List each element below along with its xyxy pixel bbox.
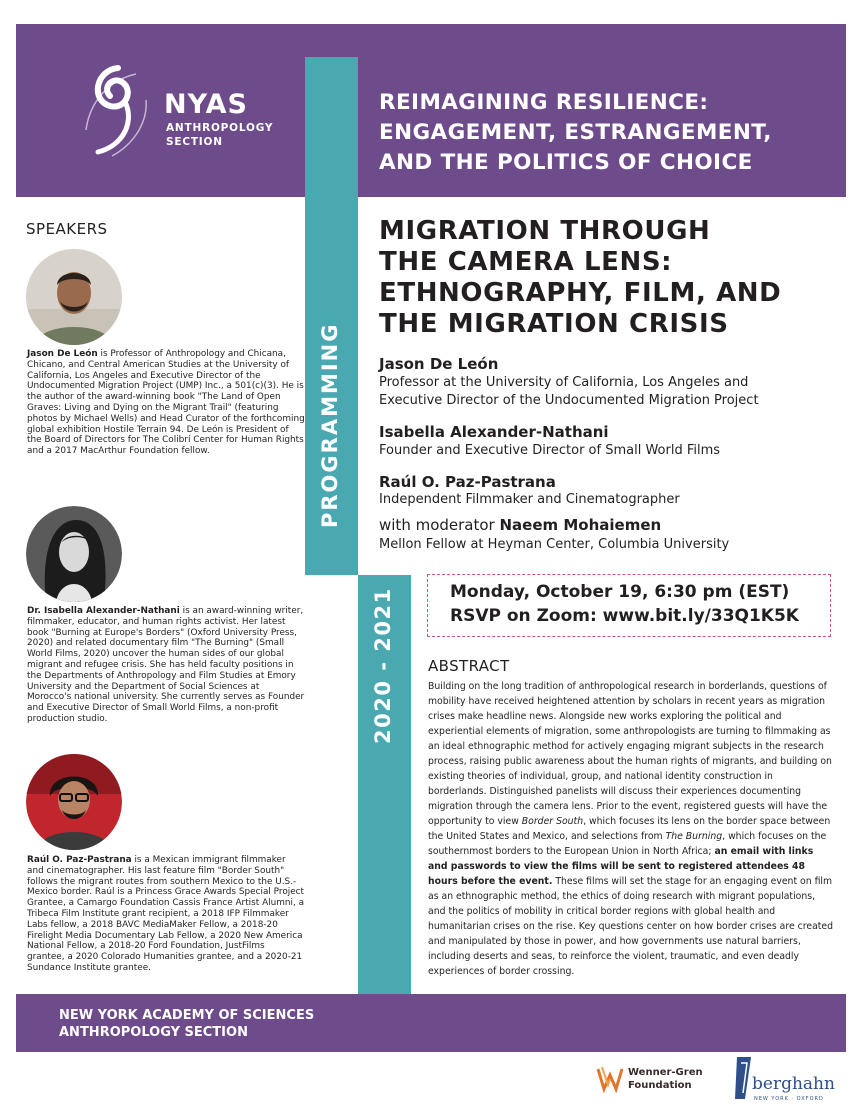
- series-theme-line-1: REIMAGINING RESILIENCE:: [379, 90, 709, 115]
- abstract-text: Building on the long tradition of anthropological research in borderlands, questions of mobility have received heightened attention by scholars in recent years as migration crises make headline news. Alongside new works exploring the political and experiential elements of migration, some anthropologists are turning to filmmaking as an ideal ethnographic method for actively engaging migrant subjects in the research process, raising public awareness about the human rights of migrants, and building on existing theories of individual, group, and national identity construction in borderlands. Distinguished panelists will discuss their experiences documenting migration through the camera lens. Prior to the event, registered guests will have the opportunity to view: [428, 681, 832, 827]
- moderator-prefix: with moderator: [379, 516, 500, 534]
- panelist-role: Founder and Executive Director of Small World Films: [379, 443, 721, 458]
- wenner-gren-name: Wenner-Gren: [628, 1067, 703, 1078]
- wenner-gren-logo-icon: [596, 1063, 624, 1093]
- speaker-photo-raul-paz-pastrana: [26, 754, 122, 850]
- speaker-photo-isabella-alexander-nathani: [26, 506, 122, 602]
- event-title-line-1: MIGRATION THROUGH: [379, 216, 711, 246]
- speaker-bio-name: Raúl O. Paz-Pastrana: [27, 855, 132, 865]
- logo-subtitle-line-2: SECTION: [166, 136, 223, 148]
- berghahn-tagline: NEW YORK · OXFORD: [754, 1096, 824, 1102]
- speaker-bio-raul-paz-pastrana: [27, 855, 305, 974]
- series-theme-line-3: AND THE POLITICS OF CHOICE: [379, 150, 753, 175]
- series-theme-line-2: ENGAGEMENT, ESTRANGEMENT,: [379, 120, 772, 145]
- event-title-line-4: THE MIGRATION CRISIS: [379, 309, 729, 339]
- speaker-bio-text: is Professor of Anthropology and Chicana, Chicano, and Central American Studies at the University of California, Los Angeles and Executive Director of the Undocumented Migration Project (UMP) Inc., a 501(c)(3). He is the author of the award-winning book "The Land of Open Graves: Living and Dying on the Migrant Trail" (featuring photos by Michael Wells) and Head Curator of the forthcoming global exhibition Hostile Terrain 94. De León is President of the Board of Directors for The Colibrí Center for Human Rights and a 2017 MacArthur Foundation fellow.: [27, 349, 305, 457]
- abstract-body: [428, 679, 834, 979]
- speaker-photo-jason-de-leon: [26, 249, 122, 345]
- footer-organization-line-2: ANTHROPOLOGY SECTION: [59, 1025, 248, 1040]
- panelist-role: Executive Director of the Undocumented Migration Project: [379, 393, 759, 408]
- event-title-line-3: ETHNOGRAPHY, FILM, AND: [379, 278, 782, 308]
- abstract-text: , which focuses on the southernmost borders to the European Union in North Africa;: [428, 831, 827, 857]
- programming-label: PROGRAMMING: [318, 322, 342, 528]
- speaker-bio-text: is a Mexican immigrant filmmaker and cinematographer. His last feature film "Border South" follows the migrant routes from southern Mexico to the U.S.-Mexico border. Raúl is a Princess Grace Awards Special Project Grantee, a Camargo Foundation Cassis France Artist Alumni, a Tribeca Film Institute grant recipient, a 2018 IFP Filmmaker Labs fellow, a 2018 BAVC MediaMaker Fellow, a 2018-20 Firelight Media Documentary Lab Fellow, a 2020 New America National Fellow, a 2018-20 Ford Foundation, JustFilms grantee, a 2020 Colorado Humanities grantee, and a 2020-21 Sundance Institute grantee.: [27, 855, 305, 973]
- abstract-access-note: an email with links and passwords to view the films will be sent to registered attendees 48 hours before the event.: [428, 846, 814, 887]
- nyas-logo-icon: [76, 60, 156, 160]
- speaker-bio-jason-de-leon: [27, 349, 305, 457]
- abstract-text: These films will set the stage for an engaging event on film as an ethnographic method, the ethics of doing research with migrant populations, and the politics of mobility in critical border regions with global health and humanitarian crises on the rise. Key questions center on how border crises are created and manipulated by those in power, and how governments use natural barriers, including deserts and seas, to reinforce the violent, traumatic, and even deadly experiences of border crossing.: [428, 876, 834, 977]
- speakers-heading: SPEAKERS: [26, 220, 108, 238]
- panelist-name: Raúl O. Paz-Pastrana: [379, 473, 556, 491]
- film-title-border-south: Border South: [521, 816, 584, 827]
- logo-subtitle-line-1: ANTHROPOLOGY: [166, 122, 274, 134]
- abstract-heading: ABSTRACT: [428, 657, 510, 675]
- panelist-role: Independent Filmmaker and Cinematographer: [379, 492, 680, 507]
- panelist-role: Professor at the University of California, Los Angeles and: [379, 375, 749, 390]
- speaker-bio-text: is an award-winning writer, filmmaker, educator, and human rights activist. Her latest book "Burning at Europe's Borders" (Oxford University Press, 2020) and related documentary film "The Burning" (Small World Films, 2020) uncover the human sides of our global migrant and refugee crisis. She has held faculty positions in the Departments of Anthropology and Film Studies at Emory University and the Department of Social Sciences at Morocco's national university. She currently serves as Founder and Executive Director of Small World Films, a non-profit production studio.: [27, 606, 305, 724]
- film-title-the-burning: The Burning: [665, 831, 723, 842]
- wenner-gren-foundation: Foundation: [628, 1080, 692, 1091]
- abstract-text: , which focuses its lens on the border space between the United States and Mexico, and selections from: [428, 816, 831, 842]
- footer-band: [16, 994, 846, 1052]
- speaker-bio-isabella-alexander-nathani: [27, 606, 305, 725]
- moderator-role: Mellon Fellow at Heyman Center, Columbia University: [379, 537, 730, 552]
- footer-organization-line-1: NEW YORK ACADEMY OF SCIENCES: [59, 1008, 315, 1023]
- rsvp-link[interactable]: RSVP on Zoom: www.bit.ly/33Q1K5K: [450, 606, 799, 626]
- event-title-line-2: THE CAMERA LENS:: [379, 247, 673, 277]
- panelist-name: Isabella Alexander-Nathani: [379, 423, 609, 441]
- speaker-bio-name: Jason De León: [27, 349, 98, 359]
- panelist-name: Jason De León: [379, 355, 499, 373]
- speaker-bio-name: Dr. Isabella Alexander-Nathani: [27, 606, 180, 616]
- year-range-label: 2020 - 2021: [371, 587, 395, 744]
- moderator-line: [379, 516, 661, 534]
- event-date-time: Monday, October 19, 6:30 pm (EST): [450, 582, 790, 602]
- logo-wordmark: NYAS: [164, 89, 248, 120]
- berghahn-wordmark: berghahn: [752, 1074, 835, 1094]
- moderator-name: Naeem Mohaiemen: [499, 516, 662, 534]
